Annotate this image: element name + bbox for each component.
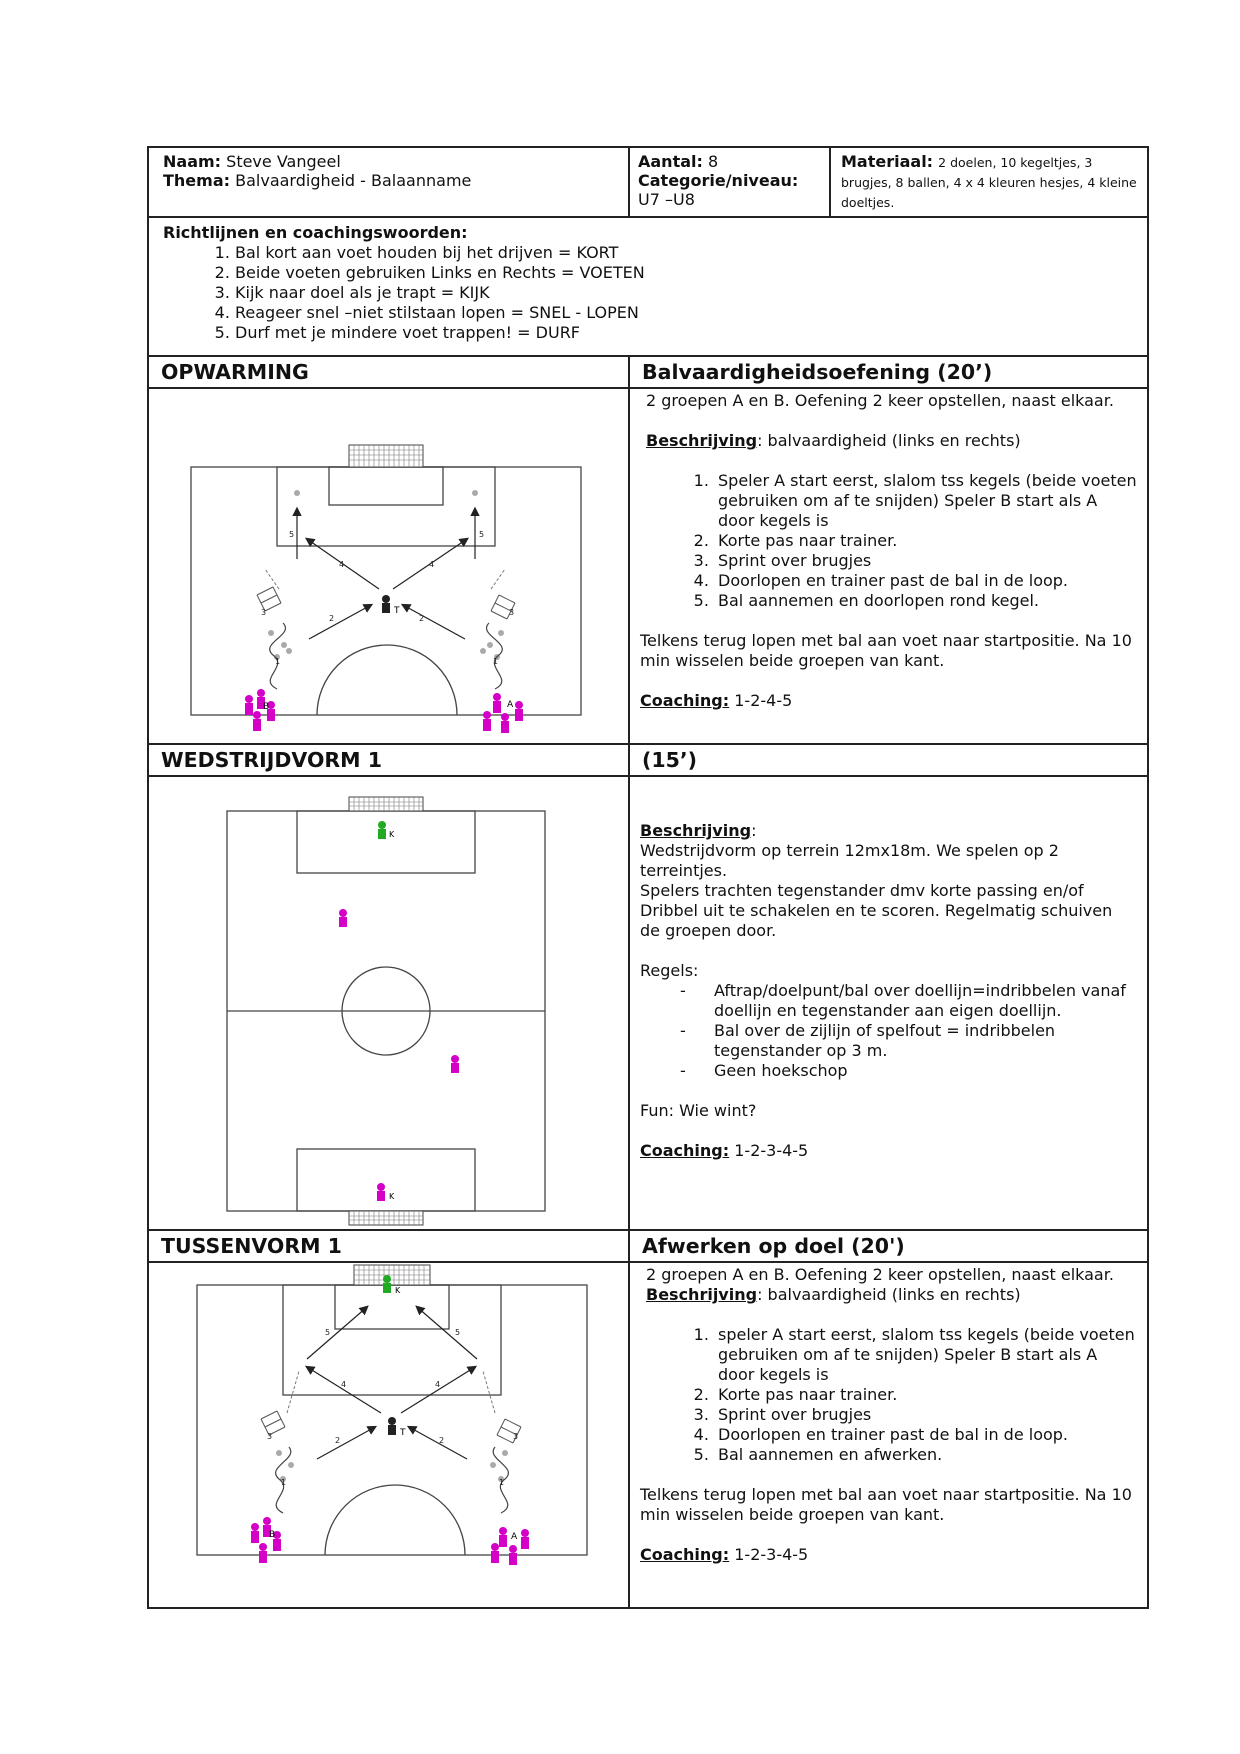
wedstrijd-coaching: 1-2-3-4-5 <box>734 1141 809 1160</box>
wedstrijd-body-row <box>148 776 1148 1230</box>
svg-text:4: 4 <box>429 560 435 569</box>
rule-item: - Bal over de zijlijn of spelfout = indribbelen tegenstander op 3 m. <box>680 1021 1137 1061</box>
svg-text:5: 5 <box>479 530 485 539</box>
header-row <box>148 147 1148 217</box>
guidelines-title: Richtlijnen en coachingswoorden: <box>163 223 468 242</box>
wedstrijd-rules-title: Regels: <box>640 961 699 980</box>
trainer-icon <box>382 595 390 613</box>
svg-text:1: 1 <box>281 1478 287 1487</box>
wedstrijd-desc-colon: : <box>751 821 757 840</box>
slalom-paths <box>270 623 503 689</box>
training-table <box>147 146 1149 357</box>
step-item: 3. Sprint over brugjes <box>714 1405 1137 1425</box>
naam-label: Naam: <box>163 152 222 171</box>
pitch-outline <box>191 467 581 715</box>
guideline-item: 5. Durf met je mindere voet trappen! = DURF <box>235 323 1133 343</box>
step-item: 1. speler A start eerst, slalom tss kegels (beide voeten gebruiken om af te snijden) Speler B start als A door kegels is <box>714 1325 1137 1385</box>
group-b-players <box>245 689 275 731</box>
aantal-label: Aantal: <box>638 152 703 171</box>
svg-text:1: 1 <box>493 657 499 666</box>
trainer-label: T <box>400 1428 406 1438</box>
arrow-2-left <box>309 605 371 639</box>
slalom-paths <box>276 1447 509 1513</box>
arrow-2-right <box>403 605 465 639</box>
tussenvorm-coaching: 1-2-3-4-5 <box>734 1545 809 1564</box>
arrow-3-right <box>483 1371 495 1413</box>
sections-table <box>147 355 1149 1609</box>
opwarming-body-row <box>148 388 1148 744</box>
header-count-cell <box>629 147 830 217</box>
naam-value: Steve Vangeel <box>226 152 341 171</box>
guidelines-list <box>163 243 1133 343</box>
opwarming-steps <box>640 471 1137 611</box>
tussenvorm-desc-label: Beschrijving <box>646 1285 758 1304</box>
opwarming-diagram-cell <box>148 388 629 744</box>
svg-text:5: 5 <box>289 530 295 539</box>
svg-text:2: 2 <box>419 614 425 623</box>
guideline-item: 4. Reageer snel –niet stilstaan lopen = SNEL - LOPEN <box>235 303 1133 323</box>
cones-icon <box>276 1450 508 1482</box>
step-item: 2. Korte pas naar trainer. <box>714 1385 1137 1405</box>
arrow-3-right <box>491 569 505 589</box>
goal-box <box>329 467 443 505</box>
svg-text:3: 3 <box>509 608 515 617</box>
guideline-item: 3. Kijk naar doel als je trapt = KIJK <box>235 283 1133 303</box>
arrow-5-right <box>417 1307 477 1359</box>
opwarming-title: OPWARMING <box>148 356 629 388</box>
tussenvorm-drill-diagram <box>149 1263 626 1607</box>
group-a-players <box>491 1527 529 1565</box>
cones-icon <box>268 490 504 660</box>
opwarming-outro: Telkens terug lopen met bal aan voet naar startpositie. Na 10 min wisselen beide groepen van kant. <box>640 631 1132 670</box>
arrow-5-left <box>307 1307 367 1359</box>
wedstrijd-coaching-label: Coaching: <box>640 1141 730 1160</box>
arrow-2-right <box>409 1427 467 1459</box>
wedstrijd-exercise-title: (15’) <box>629 744 1148 776</box>
svg-text:4: 4 <box>435 1380 441 1389</box>
svg-text:4: 4 <box>341 1380 347 1389</box>
step-item: 4. Doorlopen en trainer past de bal in de loop. <box>714 1425 1137 1445</box>
wedstrijd-desc-line: Spelers trachten tegenstander dmv korte passing en/of Dribbel uit te schakelen en te scoren. Regelmatig schuiven de groepen door. <box>640 881 1113 940</box>
materiaal-label: Materiaal: <box>841 152 934 171</box>
wedstrijd-pitch-diagram <box>149 777 626 1229</box>
goal-box <box>335 1285 449 1329</box>
keeper-icon <box>383 1275 391 1293</box>
svg-text:5: 5 <box>455 1328 461 1337</box>
wedstrijd-text-cell <box>629 776 1148 1230</box>
arrow-4-right <box>401 1367 475 1413</box>
arrow-2-left <box>317 1427 375 1459</box>
step-item: 1. Speler A start eerst, slalom tss kegels (beide voeten gebruiken om af te snijden) Speler B start als A door kegels is <box>714 471 1137 531</box>
svg-text:1: 1 <box>275 657 281 666</box>
svg-text:3: 3 <box>513 1432 519 1441</box>
thema-label: Thema: <box>163 171 231 190</box>
tussenvorm-body-row <box>148 1262 1148 1608</box>
keeper-label: K <box>389 830 395 839</box>
arrow-3-left <box>265 569 279 589</box>
keeper-icon <box>378 821 386 839</box>
svg-text:2: 2 <box>439 1436 445 1445</box>
guidelines-row <box>148 217 1148 356</box>
thema-value: Balvaardigheid - Balaanname <box>235 171 472 190</box>
header-name-cell <box>148 147 629 217</box>
opwarming-title-row <box>148 356 1148 388</box>
guidelines-cell <box>148 217 1148 356</box>
opwarming-exercise-title: Balvaardigheidsoefening (20’) <box>629 356 1148 388</box>
categorie-value: U7 –U8 <box>638 190 695 209</box>
bottom-penalty-box <box>297 1149 475 1211</box>
group-a-label: A <box>511 1532 518 1542</box>
penalty-box <box>283 1285 501 1395</box>
guideline-item: 1. Bal kort aan voet houden bij het drijven = KORT <box>235 243 1133 263</box>
svg-text:3: 3 <box>261 608 267 617</box>
tussenvorm-diagram-cell <box>148 1262 629 1608</box>
svg-text:2: 2 <box>329 614 335 623</box>
training-sheet <box>147 146 1147 1609</box>
group-b-label: B <box>263 702 270 712</box>
top-penalty-box <box>297 811 475 873</box>
keeper-label-bottom: K <box>389 1192 395 1201</box>
group-b-players <box>251 1517 281 1563</box>
wedstrijd-desc-label: Beschrijving <box>640 821 752 840</box>
opwarming-intro: 2 groepen A en B. Oefening 2 keer opstellen, naast elkaar. <box>646 391 1114 410</box>
opwarming-coaching: 1-2-4-5 <box>734 691 793 710</box>
svg-text:3: 3 <box>267 1432 273 1441</box>
trainer-label: T <box>394 606 400 616</box>
center-circle-arc <box>325 1485 465 1555</box>
tussenvorm-desc: : balvaardigheid (links en rechts) <box>757 1285 1021 1304</box>
opwarming-coaching-label: Coaching: <box>640 691 730 710</box>
group-b-label: B <box>269 1530 276 1540</box>
group-a-players <box>483 693 523 733</box>
penalty-box <box>277 467 495 546</box>
goal-net-icon <box>349 445 423 467</box>
tussenvorm-exercise-title: Afwerken op doel (20') <box>629 1230 1148 1262</box>
trainer-icon <box>388 1417 396 1435</box>
tussenvorm-intro: 2 groepen A en B. Oefening 2 keer opstellen, naast elkaar. <box>646 1265 1114 1284</box>
tussenvorm-title: TUSSENVORM 1 <box>148 1230 629 1262</box>
center-circle-arc <box>317 645 457 715</box>
svg-text:5: 5 <box>325 1328 331 1337</box>
wedstrijd-desc-line: Wedstrijdvorm op terrein 12mx18m. We spelen op 2 terreintjes. <box>640 841 1059 880</box>
arrow-4-left <box>307 1367 381 1413</box>
tussenvorm-title-row <box>148 1230 1148 1262</box>
step-item: 4. Doorlopen en trainer past de bal in de loop. <box>714 571 1137 591</box>
guideline-item: 2. Beide voeten gebruiken Links en Rechts = VOETEN <box>235 263 1133 283</box>
opwarming-desc: : balvaardigheid (links en rechts) <box>757 431 1021 450</box>
opwarming-drill-diagram <box>149 389 626 743</box>
categorie-label: Categorie/niveau: <box>638 171 799 190</box>
opwarming-desc-label: Beschrijving <box>646 431 758 450</box>
svg-text:1: 1 <box>499 1478 505 1487</box>
svg-text:4: 4 <box>339 560 345 569</box>
arrow-labels <box>267 1328 518 1487</box>
player-icon <box>339 909 459 1201</box>
arrow-3-left <box>287 1371 299 1413</box>
tussenvorm-coaching-label: Coaching: <box>640 1545 730 1564</box>
materiaal-value: 2 doelen, 10 kegeltjes, 3 brugjes, 8 ballen, 4 x 4 kleuren hesjes, 4 kleine doeltjes. <box>841 155 1137 210</box>
wedstrijd-title: WEDSTRIJDVORM 1 <box>148 744 629 776</box>
wedstrijd-rules <box>640 981 1137 1081</box>
keeper-label: K <box>395 1286 401 1295</box>
aantal-value: 8 <box>708 152 719 171</box>
tussenvorm-outro: Telkens terug lopen met bal aan voet naar startpositie. Na 10 min wisselen beide groepen van kant. <box>640 1485 1132 1524</box>
wedstrijd-title-row <box>148 744 1148 776</box>
tussenvorm-text-cell <box>629 1262 1148 1608</box>
header-material-cell <box>830 147 1148 217</box>
group-a-label: A <box>507 700 514 710</box>
step-item: 2. Korte pas naar trainer. <box>714 531 1137 551</box>
tussenvorm-steps <box>640 1325 1137 1465</box>
step-item: 5. Bal aannemen en doorlopen rond kegel. <box>714 591 1137 611</box>
svg-text:2: 2 <box>335 1436 341 1445</box>
wedstrijd-fun: Fun: Wie wint? <box>640 1101 757 1120</box>
rule-item: - Aftrap/doelpunt/bal over doellijn=indribbelen vanaf doellijn en tegenstander aan eigen doellijn. <box>680 981 1137 1021</box>
rule-item: - Geen hoekschop <box>680 1061 1137 1081</box>
wedstrijd-diagram-cell <box>148 776 629 1230</box>
step-item: 5. Bal aannemen en afwerken. <box>714 1445 1137 1465</box>
opwarming-text-cell <box>629 388 1148 744</box>
goal-net-icon <box>354 1265 430 1285</box>
step-item: 3. Sprint over brugjes <box>714 551 1137 571</box>
